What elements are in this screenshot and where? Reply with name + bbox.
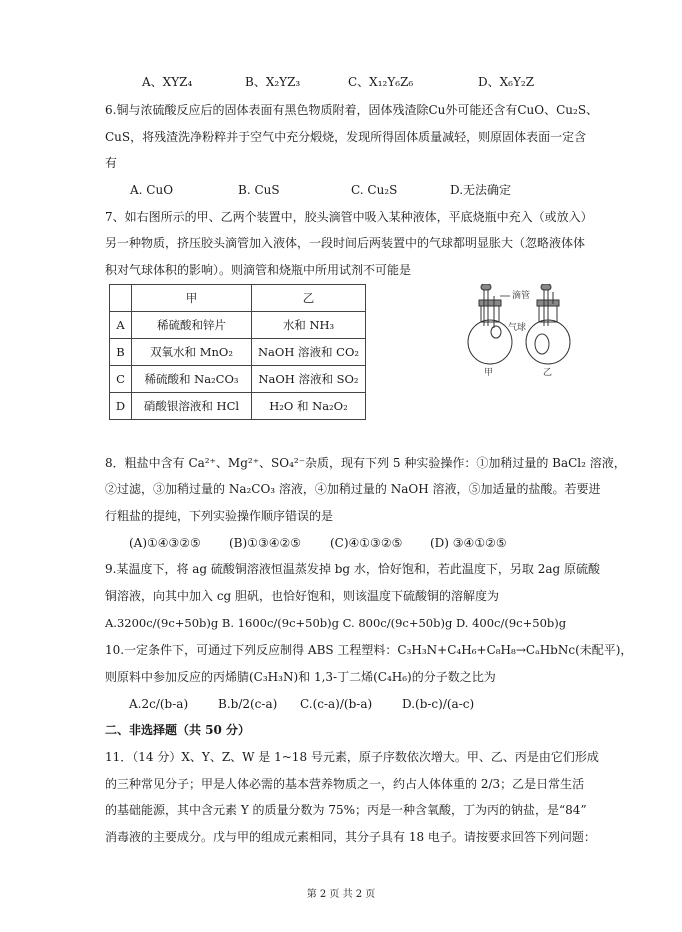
q11-line-4: 消毒液的主要成分。戊与甲的组成元素相同，其分子具有 18 电子。请按要求回答下列问题： bbox=[105, 830, 596, 844]
q5-option-d: D、X₆Y₂Z bbox=[478, 75, 535, 89]
table-row bbox=[110, 312, 366, 339]
table-header-cell: 甲 bbox=[132, 285, 252, 312]
table-cell: B bbox=[110, 339, 132, 366]
balloon-yi bbox=[535, 334, 549, 354]
label-balloon: 气球 bbox=[508, 323, 527, 333]
q7-table bbox=[109, 284, 366, 420]
apparatus-figure bbox=[460, 284, 590, 376]
table-cell: 稀硫酸和 Na₂CO₃ bbox=[132, 366, 252, 393]
table-header-row bbox=[110, 285, 366, 312]
table-cell: A bbox=[110, 312, 132, 339]
table-cell: 双氧水和 MnO₂ bbox=[132, 339, 252, 366]
q11-line-3: 的基础能源，其中含元素 Y 的质量分数为 75%；丙是一种含氧酸，丁为丙的钠盐，是“84” bbox=[105, 803, 587, 817]
q6-option-b: B. CuS bbox=[238, 183, 280, 197]
table-cell: D bbox=[110, 393, 132, 420]
table-header-cell bbox=[110, 285, 132, 312]
q10-line-2: 则原料中参加反应的丙烯腈(C₃H₃N)和 1,3-丁二烯(C₄H₆)的分子数之比为 bbox=[105, 670, 496, 684]
q5-option-c: C、X₁₂Y₆Z₆ bbox=[348, 75, 414, 89]
table-cell: NaOH 溶液和 SO₂ bbox=[252, 366, 366, 393]
section-heading: 二、非选择题（共 50 分） bbox=[105, 723, 251, 737]
q8-option-c: (C)④①③②⑤ bbox=[330, 536, 403, 550]
balloon-jia bbox=[491, 326, 501, 338]
q9-line-2: 铜溶液，向其中加入 cg 胆矾，也恰好饱和，则该温度下硫酸铜的溶解度为 bbox=[105, 589, 500, 603]
q7-line-3: 积对气球体积的影响）。则滴管和烧瓶中所用试剂不可能是 bbox=[105, 263, 412, 277]
table-cell: H₂O 和 Na₂O₂ bbox=[252, 393, 366, 420]
table-cell: 稀硫酸和锌片 bbox=[132, 312, 252, 339]
q6-option-c: C. Cu₂S bbox=[351, 183, 398, 197]
table-row bbox=[110, 366, 366, 393]
label-dropper: 滴管 bbox=[512, 291, 531, 301]
q7-line-1: 7、如右图所示的甲、乙两个装置中，胶头滴管中吸入某种液体，平底烧瓶中充入（或放入） bbox=[105, 210, 593, 224]
q6-line-3: 有 bbox=[105, 156, 118, 170]
q8-line-1: 8．粗盐中含有 Ca²⁺、Mg²⁺、SO₄²⁻杂质，现有下列 5 种实验操作：①加稍过量的 BaCl₂ 溶液， bbox=[105, 456, 626, 470]
table-cell: 硝酸银溶液和 HCl bbox=[132, 393, 252, 420]
stopper-jia bbox=[479, 300, 501, 306]
flask-jia bbox=[468, 320, 512, 364]
q8-line-2: ②过滤，③加稍过量的 Na₂CO₃ 溶液，④加稍过量的 NaOH 溶液，⑤加适量的盐酸。若要进 bbox=[105, 482, 601, 496]
q10-option-d: D.(b-c)/(a-c) bbox=[402, 697, 475, 711]
q5-option-b: B、X₂YZ₃ bbox=[245, 75, 301, 89]
page-footer: 第 2 页 共 2 页 bbox=[306, 889, 376, 900]
q10-option-c: C.(c-a)/(b-a) bbox=[300, 697, 373, 711]
table-cell: 水和 NH₃ bbox=[252, 312, 366, 339]
q8-line-3: 行粗盐的提纯，下列实验操作顺序错误的是 bbox=[105, 509, 334, 523]
q10-line-1: 10.一定条件下，可通过下列反应制得 ABS 工程塑料：C₃H₃N+C₄H₆+C₈H₈→CₐHbNc(未配平)， bbox=[105, 643, 633, 657]
table-cell: C bbox=[110, 366, 132, 393]
table-row bbox=[110, 393, 366, 420]
q6-option-d: D.无法确定 bbox=[450, 183, 512, 197]
q8-option-d: (D) ③④①②⑤ bbox=[430, 536, 507, 550]
table-header-cell: 乙 bbox=[252, 285, 366, 312]
table-cell: NaOH 溶液和 CO₂ bbox=[252, 339, 366, 366]
q8-option-b: (B)①③④②⑤ bbox=[229, 536, 301, 550]
q9-options: A.3200c/(9c+50b)g B. 1600c/(9c+50b)g C. 800c/(9c+50b)g D. 400c/(9c+50b)g bbox=[105, 616, 567, 630]
label-jia: 甲 bbox=[484, 368, 494, 376]
q7-line-2: 另一种物质，挤压胶头滴管加入液体，一段时间后两装置中的气球都明显胀大（忽略液体体 bbox=[105, 236, 586, 250]
q11-line-1: 11．（14 分）X、Y、Z、W 是 1~18 号元素，原子序数依次增大。甲、乙、丙是由它们形成 bbox=[105, 750, 599, 764]
table-row bbox=[110, 339, 366, 366]
q6-line-2: CuS，将残渣洗净粉粹并于空气中充分煅烧，发现所得固体质量减轻，则原固体表面一定含 bbox=[105, 130, 587, 144]
q10-option-b: B.b/2(c-a) bbox=[218, 697, 278, 711]
q11-line-2: 的三种常见分子；甲是人体必需的基本营养物质之一，约占人体体重的 2/3；乙是日常生活 bbox=[105, 777, 585, 791]
flask-yi bbox=[526, 320, 570, 364]
q9-line-1: 9.某温度下，将 ag 硫酸铜溶液恒温蒸发掉 bg 水，恰好饱和，若此温度下，另取 2ag 原硫酸 bbox=[105, 562, 601, 576]
q8-option-a: (A)①④③②⑤ bbox=[129, 536, 201, 550]
q5-option-a: A、XYZ₄ bbox=[142, 75, 193, 89]
q6-line-1: 6.铜与浓硫酸反应后的固体表面有黑色物质附着，固体残渣除Cu外可能还含有CuO、Cu₂S、 bbox=[105, 103, 599, 117]
q6-option-a: A. CuO bbox=[130, 183, 174, 197]
label-yi: 乙 bbox=[543, 368, 553, 376]
q10-option-a: A.2c/(b-a) bbox=[129, 697, 189, 711]
